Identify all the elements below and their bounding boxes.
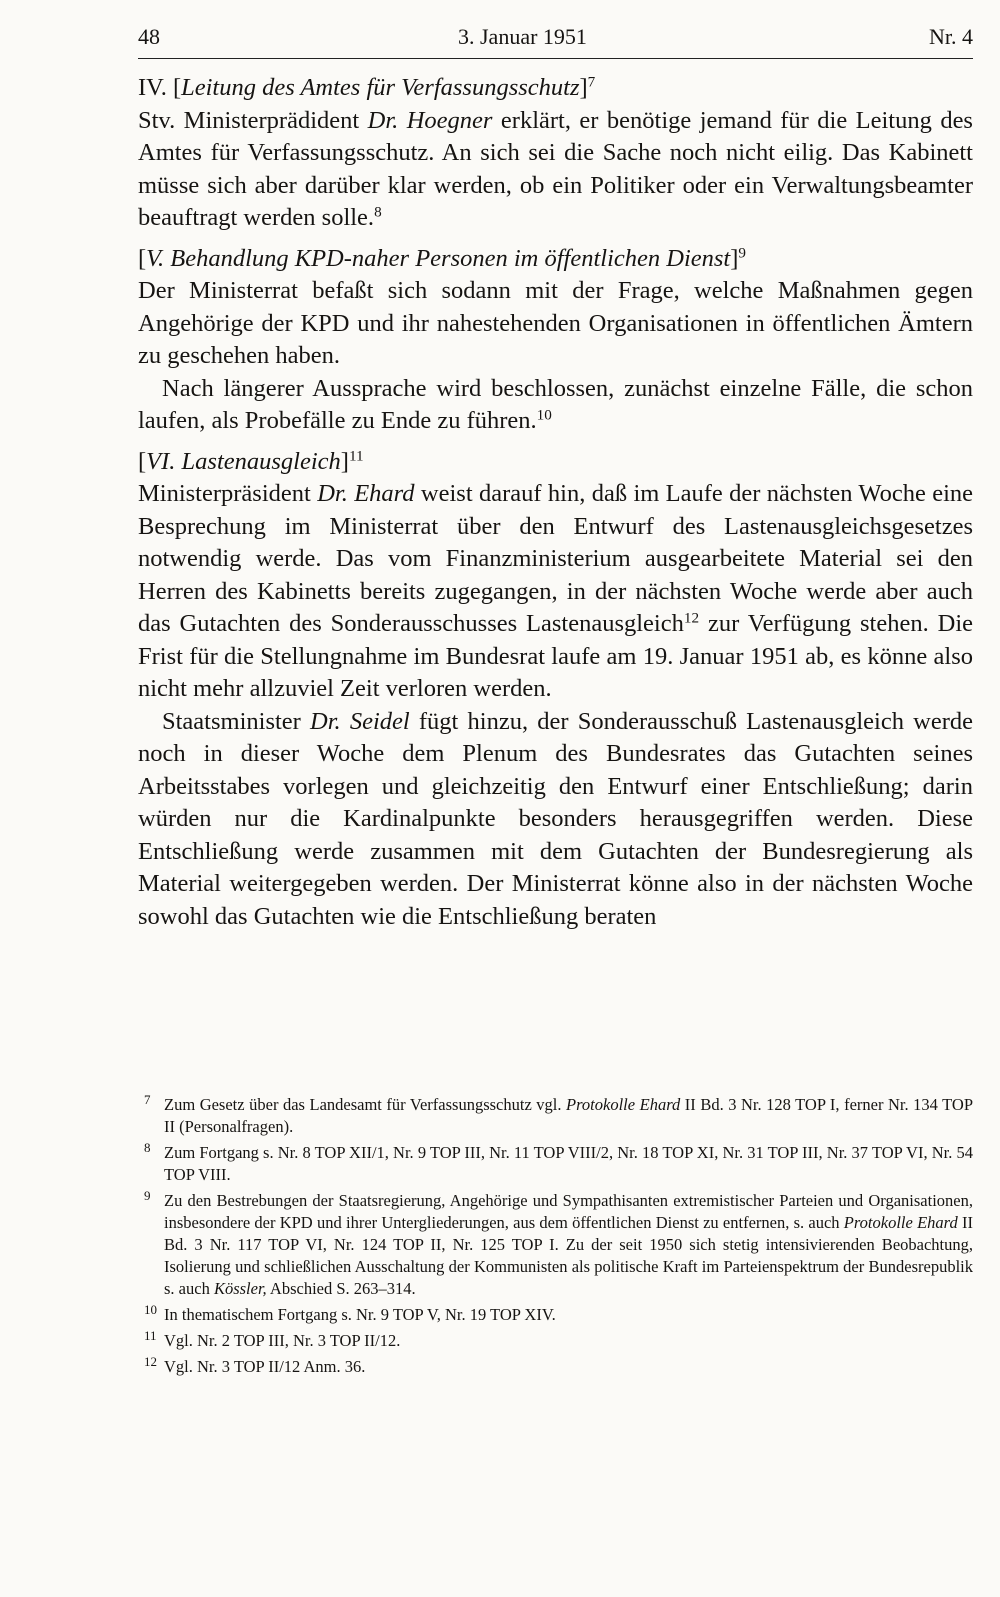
heading-bracket: ] bbox=[730, 244, 739, 272]
heading-bracket: ] bbox=[579, 74, 588, 101]
italic-text: Protokolle Ehard bbox=[843, 1213, 958, 1232]
text-run: Zum Fortgang s. Nr. 8 TOP XII/1, Nr. 9 TOP III, Nr. 11 TOP VIII/2, Nr. 18 TOP XI, Nr. 31 TOP III, Nr. 37 TOP VI, Nr. 54 TOP VIII. bbox=[164, 1143, 973, 1184]
footnote-marker: 8 bbox=[374, 203, 382, 221]
footnote bbox=[138, 1304, 973, 1326]
italic-text: Dr. Seidel bbox=[310, 707, 410, 735]
text-run: Staatsminister bbox=[162, 707, 310, 735]
text-run: Ministerpräsident bbox=[138, 480, 318, 507]
text-run: zur Verfügung stehen. Die Frist für die Stellungnahme im Bundesrat laufe am 19. Januar 1951 ab, es könne also nicht mehr allzuviel Zeit verloren werden. bbox=[138, 610, 973, 702]
paragraph bbox=[138, 706, 973, 934]
footnote-number: 11 bbox=[144, 1328, 157, 1343]
footnote bbox=[138, 1356, 973, 1378]
heading-bracket: IV. [ bbox=[138, 74, 182, 101]
italic-text: Dr. Hoegner bbox=[367, 106, 493, 134]
footnote-number: 8 bbox=[144, 1140, 151, 1155]
text-run: Der Ministerrat befaßt sich sodann mit der Frage, welche Maßnahmen gegen Angehörige der KPD und ihr nahestehenden Organisationen in öffentlichen Ämtern zu geschehen haben. bbox=[138, 277, 973, 369]
heading-title: V. Behandlung KPD-naher Personen im öffentlichen Dienst bbox=[146, 244, 731, 272]
text-run: In thematischem Fortgang s. Nr. 9 TOP V, Nr. 19 TOP XIV. bbox=[164, 1305, 556, 1324]
text-run: Abschied S. 263–314. bbox=[266, 1279, 416, 1298]
footnote-number: 9 bbox=[144, 1188, 151, 1203]
text-run: erklärt, er benötige jemand für die Leitung des Amtes für Verfassungsschutz. An sich sei die Sache noch nicht eilig. Das Kabinett müsse sich aber darüber klar werden, ob ein Politiker oder ein Verwaltungsbeamter beauftragt werden solle. bbox=[138, 106, 973, 231]
page-number: 48 bbox=[138, 24, 160, 49]
paragraph bbox=[138, 373, 973, 438]
heading-bracket: ] bbox=[340, 447, 349, 475]
footnote-marker: 9 bbox=[738, 244, 746, 262]
text-run: Vgl. Nr. 3 TOP II/12 Anm. 36. bbox=[164, 1357, 366, 1376]
italic-text: Protokolle Ehard bbox=[566, 1095, 681, 1114]
heading-title: Leitung des Amtes für Verfassungsschutz bbox=[181, 74, 580, 101]
footnote-marker: 7 bbox=[587, 73, 596, 91]
text-run: fügt hinzu, der Sonderausschuß Lastenausgleich werde noch in dieser Woche dem Plenum des Bundesrates das Gutachten seines Arbeitsstabes vorlegen und gleichzeitig den Entwurf einer Entschließung; darin würden nur die Kardinalpunkte besonders herausgegriffen werden. Diese Entschließung werde zusammen mit dem Gutachten der Bundesregierung als Material weitergegeben werden. Der Ministerrat könne also in der nächsten Woche sowohl das Gutachten wie die Entschließung beraten bbox=[138, 707, 973, 930]
text-run: Zu den Bestrebungen der Staatsregierung, Angehörige und Sympathisanten extremistischer Parteien und Organisationen, insbesondere der KPD und ihrer Untergliederungen, aus dem öffentlichen Dienst zu entfernen, s. auch bbox=[164, 1191, 973, 1232]
section-heading bbox=[138, 243, 973, 276]
footnote-number: 12 bbox=[144, 1354, 157, 1369]
footnote-marker: 10 bbox=[536, 406, 552, 424]
text-run: Zum Gesetz über das Landesamt für Verfassungsschutz vgl. bbox=[164, 1095, 567, 1114]
text-run: Vgl. Nr. 2 TOP III, Nr. 3 TOP II/12. bbox=[164, 1331, 401, 1350]
text-run: II Bd. 3 Nr. 128 TOP I, ferner Nr. 134 TOP II (Personalfragen). bbox=[164, 1095, 973, 1136]
paragraph bbox=[138, 275, 973, 373]
footnote-marker: 12 bbox=[683, 609, 700, 627]
heading-bracket: [ bbox=[138, 447, 147, 475]
italic-text: Dr. Ehard bbox=[317, 480, 415, 507]
main-text bbox=[138, 72, 973, 933]
heading-bracket: [ bbox=[138, 244, 147, 272]
text-run: Nach längerer Aussprache wird beschlossen, zunächst einzelne Fälle, die schon laufen, als Probefälle zu Ende zu führen. bbox=[138, 374, 973, 434]
paragraph bbox=[138, 105, 973, 235]
footnotes bbox=[138, 1094, 973, 1382]
italic-text: Kössler, bbox=[213, 1279, 267, 1298]
header-rule bbox=[138, 58, 973, 59]
text-run: Stv. Ministerprädident bbox=[138, 106, 368, 134]
section-heading bbox=[138, 72, 973, 105]
footnote bbox=[138, 1190, 973, 1300]
footnote-marker: 11 bbox=[348, 447, 364, 465]
heading-title: VI. Lastenausgleich bbox=[146, 447, 341, 475]
document-number: Nr. 4 bbox=[929, 24, 973, 49]
footnote bbox=[138, 1094, 973, 1138]
footnote-number: 7 bbox=[144, 1092, 151, 1107]
footnote bbox=[138, 1142, 973, 1186]
footnote-number: 10 bbox=[144, 1302, 157, 1317]
text-run: II Bd. 3 Nr. 117 TOP VI, Nr. 124 TOP II, Nr. 125 TOP I. Zu der seit 1950 sich stetig intensivierenden Beobachtung, Isolierung und schließlichen Ausschaltung der Kommunisten als politische Kraft im Parteienspektrum der Bundesrepublik s. auch bbox=[164, 1213, 973, 1298]
text-run: weist darauf hin, daß im Laufe der nächsten Woche eine Besprechung im Ministerrat über den Entwurf des Lastenausgleichsgesetzes notwendig werde. Das vom Finanzministerium ausgearbeitete Material sei den Herren des Kabinetts bereits zugegangen, in der nächsten Woche werde aber auch das Gutachten des Sonderausschusses Lastenausgleich bbox=[138, 480, 973, 637]
section-heading bbox=[138, 446, 973, 479]
running-header bbox=[138, 16, 973, 56]
footnote bbox=[138, 1330, 973, 1352]
header-date: 3. Januar 1951 bbox=[458, 24, 587, 49]
paragraph bbox=[138, 478, 973, 706]
